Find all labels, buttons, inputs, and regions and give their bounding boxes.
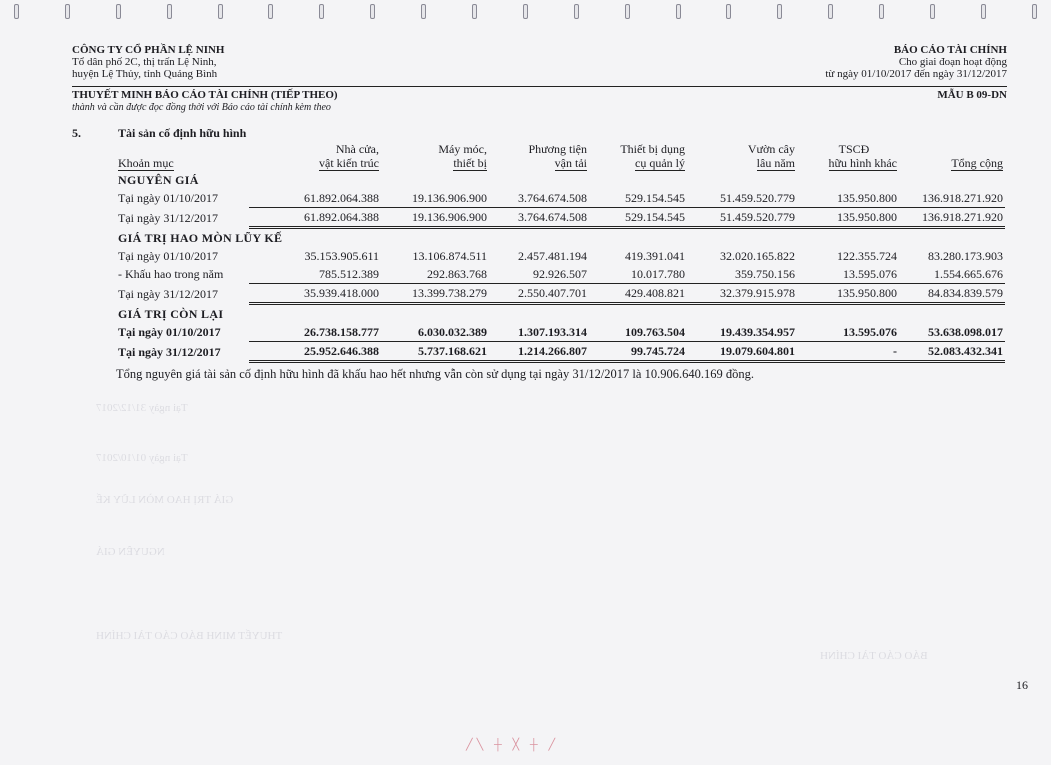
table-cell: 292.863.768 — [381, 265, 489, 284]
table-row — [116, 265, 1005, 284]
column-header: Vườn cây — [747, 142, 795, 156]
table-cell: 52.083.432.341 — [899, 342, 1005, 362]
table-cell: 92.926.507 — [489, 265, 589, 284]
row-label: Tại ngày 01/10/2017 — [118, 325, 221, 340]
group-heading: NGUYÊN GIÁ — [118, 173, 199, 187]
table-cell: 135.950.800 — [797, 284, 899, 304]
table-cell: 3.764.674.508 — [489, 208, 589, 228]
table-cell: 1.214.266.807 — [489, 342, 589, 362]
table-cell: 1.554.665.676 — [899, 265, 1005, 284]
table-cell: 135.950.800 — [797, 208, 899, 228]
notes-title: THUYẾT MINH BÁO CÁO TÀI CHÍNH (TIẾP THEO) — [72, 89, 338, 101]
table-cell: 109.763.504 — [589, 323, 687, 342]
row-label: Tại ngày 31/12/2017 — [118, 286, 218, 301]
table-cell: 99.745.724 — [589, 342, 687, 362]
table-row — [116, 208, 1005, 228]
row-label: - Khấu hao trong năm — [118, 267, 224, 282]
table-cell: 2.457.481.194 — [518, 249, 587, 263]
bleed-through-text: NGUYÊN GIÁ — [96, 546, 165, 558]
table-cell: 32.379.915.978 — [687, 284, 797, 304]
table-cell: 61.892.064.388 — [249, 189, 381, 208]
table-row — [116, 342, 1005, 362]
table-cell: 26.738.158.777 — [249, 323, 381, 342]
column-header — [899, 142, 1005, 156]
column-header: TSCĐ — [838, 142, 870, 156]
row-label: Tại ngày 31/12/2017 — [118, 210, 218, 225]
table-cell: 51.459.520.779 — [687, 189, 797, 208]
table-row — [116, 189, 1005, 208]
bleed-through-text: BÁO CÁO TÀI CHÍNH — [820, 650, 928, 662]
row-label: Tại ngày 31/12/2017 — [118, 344, 221, 359]
report-title: BÁO CÁO TÀI CHÍNH — [893, 44, 1007, 56]
header-divider — [72, 86, 1007, 87]
table-cell: 785.512.389 — [249, 265, 381, 284]
column-header: vật kiến trúc — [319, 156, 379, 170]
table-cell: 6.030.032.389 — [381, 323, 489, 342]
company-name: CÔNG TY CỔ PHẦN LỆ NINH — [72, 44, 225, 56]
report-period-line2: từ ngày 01/10/2017 đến ngày 31/12/2017 — [825, 68, 1007, 80]
column-header: Máy móc, — [438, 142, 487, 156]
notes-subtitle: thành và cần được đọc đồng thời với Báo cáo tài chính kèm theo — [72, 102, 331, 113]
table-cell: 10.017.780 — [589, 265, 687, 284]
table-cell: 135.950.800 — [797, 189, 899, 208]
bleed-through-text: Tại ngày 31/12/2017 — [96, 402, 188, 414]
table-cell: 2.550.407.701 — [489, 284, 589, 304]
table-cell: 32.020.165.822 — [720, 249, 795, 263]
table-cell: 19.136.906.900 — [381, 189, 489, 208]
column-header: vận tải — [554, 156, 587, 170]
table-cell: 429.408.821 — [589, 284, 687, 304]
bleed-through-text: THUYẾT MINH BÁO CÁO TÀI CHÍNH — [96, 630, 283, 642]
table-cell: 83.280.173.903 — [928, 249, 1003, 263]
group-heading-row — [116, 228, 1005, 248]
binding-holes — [0, 4, 1051, 20]
table-cell: 1.307.193.314 — [489, 323, 589, 342]
footnote: Tổng nguyên giá tài sản cố định hữu hình đã khấu hao hết nhưng vẫn còn sử dụng tại ngày 31/12/2017 là 10.906.640.169 đồng. — [116, 367, 754, 381]
table-cell: 13.399.738.279 — [381, 284, 489, 304]
row-label: Tại ngày 01/10/2017 — [118, 191, 218, 206]
table-cell: 53.638.098.017 — [899, 323, 1005, 342]
group-heading-row — [116, 304, 1005, 324]
company-address-line2: huyện Lệ Thủy, tỉnh Quảng Bình — [72, 68, 218, 80]
report-period-line1: Cho giai đoạn hoạt động — [898, 56, 1007, 68]
group-heading: GIÁ TRỊ CÒN LẠI — [118, 307, 224, 321]
table-cell: 122.355.724 — [837, 249, 897, 263]
table-cell: 51.459.520.779 — [687, 208, 797, 228]
table-header-row-1 — [116, 142, 1005, 156]
table-cell: 3.764.674.508 — [489, 189, 589, 208]
bleed-through-text: GIÁ TRỊ HAO MÒN LŨY KẾ — [96, 494, 234, 506]
column-header: Thiết bị dụng — [620, 142, 685, 156]
table-cell: - — [797, 342, 899, 362]
table-cell: 19.136.906.900 — [381, 208, 489, 228]
bleed-through-text: Tại ngày 01/10/2017 — [96, 452, 188, 464]
table-header-row-2 — [116, 156, 1005, 171]
table-cell: 5.737.168.621 — [381, 342, 489, 362]
form-code: MẪU B 09-DN — [937, 89, 1007, 101]
table-cell: 359.750.156 — [687, 265, 797, 284]
company-address-line1: Tổ dân phố 2C, thị trấn Lệ Ninh, — [72, 56, 217, 68]
column-header: Tổng cộng — [951, 156, 1003, 170]
table-cell: 419.391.041 — [625, 249, 685, 263]
section-number: 5. — [72, 126, 81, 140]
table-cell: 136.918.271.920 — [899, 208, 1005, 228]
table-cell: 61.892.064.388 — [249, 208, 381, 228]
table-cell: 529.154.545 — [589, 189, 687, 208]
column-header: hữu hình khác — [828, 156, 897, 170]
table-cell: 19.439.354.957 — [687, 323, 797, 342]
table-cell: 35.153.905.611 — [304, 249, 379, 263]
table-row — [116, 247, 1005, 265]
table-cell: 35.939.418.000 — [249, 284, 381, 304]
group-heading: GIÁ TRỊ HAO MÒN LŨY KẾ — [118, 231, 283, 245]
table-row — [116, 284, 1005, 304]
table-cell: 84.834.839.579 — [899, 284, 1005, 304]
column-header: lâu năm — [756, 156, 795, 170]
category-header: Khoản mục — [118, 156, 174, 170]
column-header: Phương tiện — [528, 142, 587, 156]
table-cell: 19.079.604.801 — [687, 342, 797, 362]
page-number: 16 — [1016, 678, 1028, 692]
table-cell: 529.154.545 — [589, 208, 687, 228]
table-cell: 25.952.646.388 — [249, 342, 381, 362]
row-label: Tại ngày 01/10/2017 — [118, 249, 218, 263]
table-cell: 13.595.076 — [797, 323, 899, 342]
stamp-mark: ╱╲ ┼ ╳ ┼ ╱ — [466, 739, 560, 751]
column-header: thiết bị — [453, 156, 487, 170]
table-row — [116, 323, 1005, 342]
column-header: Nhà cửa, — [335, 142, 379, 156]
table-cell: 136.918.271.920 — [899, 189, 1005, 208]
table-cell: 13.595.076 — [797, 265, 899, 284]
section-name: Tài sản cố định hữu hình — [118, 126, 247, 140]
report-header — [825, 44, 1007, 80]
fixed-assets-table — [116, 142, 1005, 363]
table-cell: 13.106.874.511 — [412, 249, 487, 263]
group-heading-row — [116, 171, 1005, 189]
company-header — [72, 44, 225, 80]
column-header: cụ quản lý — [635, 156, 685, 170]
